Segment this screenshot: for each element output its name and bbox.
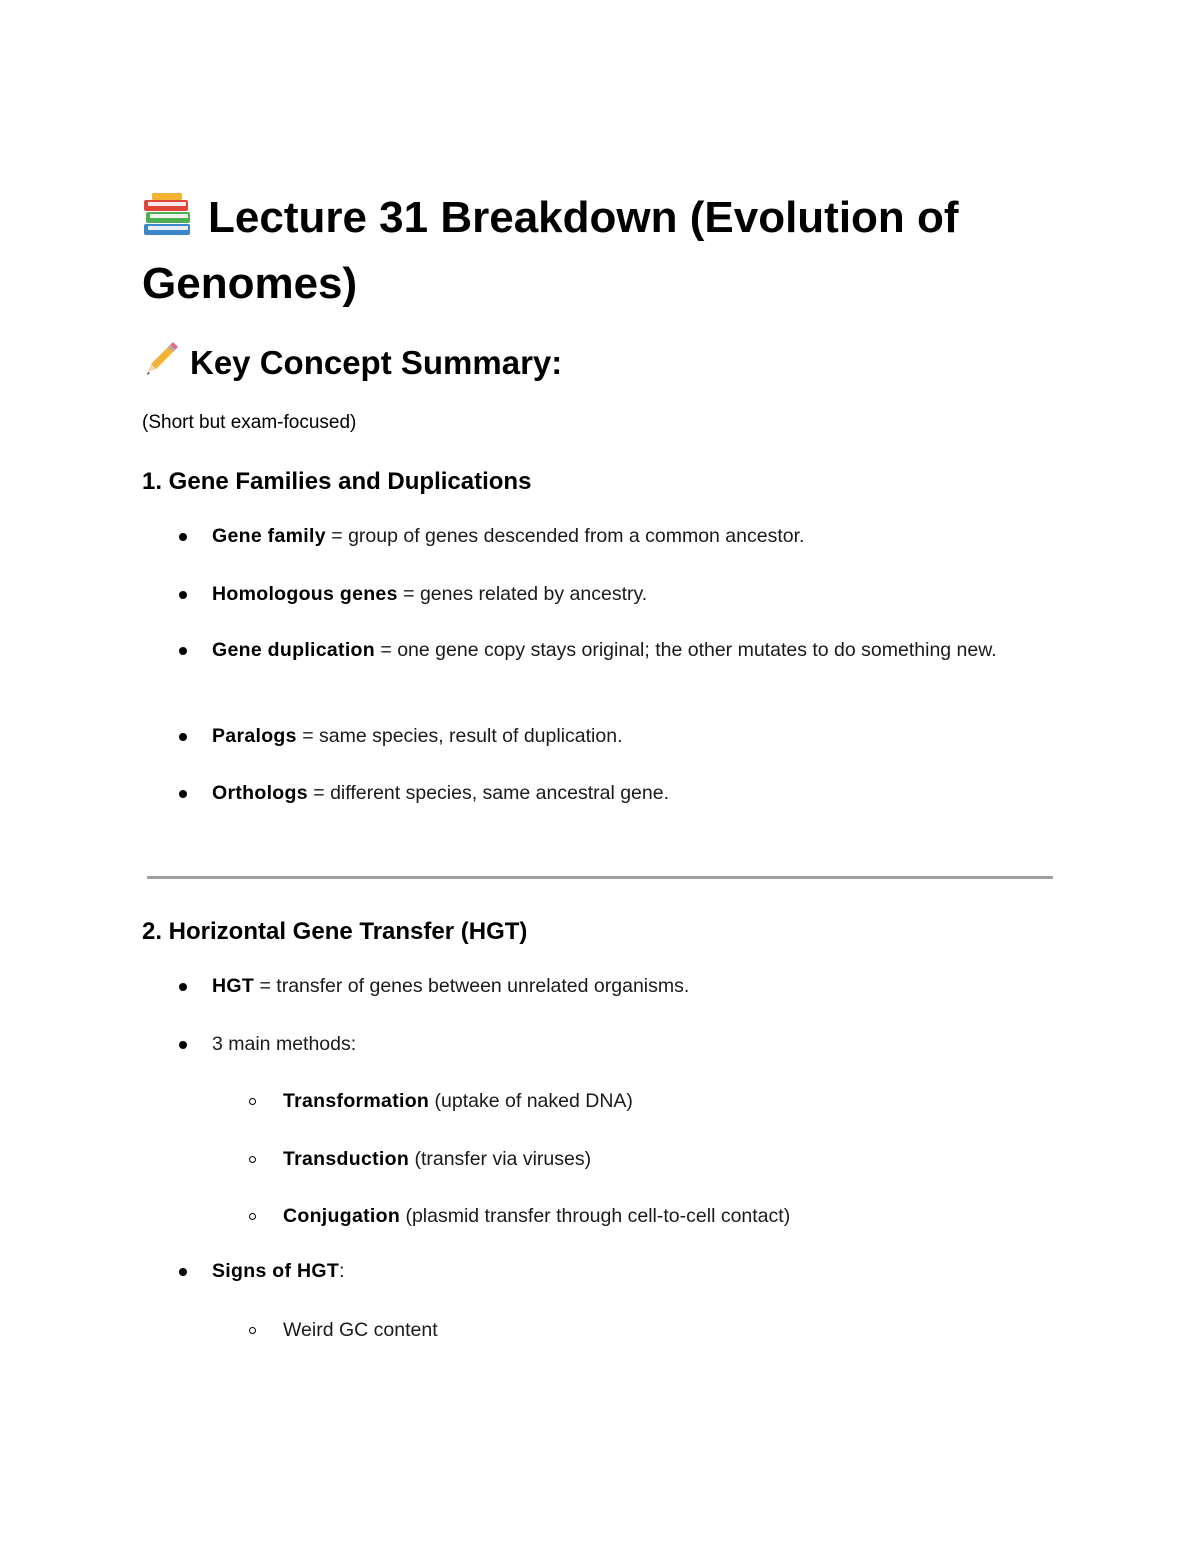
list-item [212, 779, 1052, 807]
list-item [212, 636, 1052, 664]
term-label: Orthologs [212, 782, 308, 804]
term-label: Gene family [212, 525, 326, 547]
bullet-icon [179, 1041, 187, 1049]
sub-bullet-icon [249, 1098, 256, 1105]
definition-text: : [339, 1260, 345, 1282]
bullet-icon [179, 1268, 187, 1276]
definition-text: (transfer via viruses) [409, 1148, 592, 1170]
definition-text: = same species, result of duplication. [296, 725, 623, 747]
definition-text: = different species, same ancestral gene. [307, 782, 669, 804]
section-heading-hgt: 2. Horizontal Gene Transfer (HGT) [142, 918, 528, 945]
list-item [212, 522, 1052, 550]
term-label: Homologous genes [212, 583, 398, 605]
term-label: HGT [212, 975, 255, 997]
definition-text: (uptake of naked DNA) [429, 1090, 633, 1112]
section-heading-gene-families: 1. Gene Families and Duplications [142, 468, 532, 495]
list-item [212, 580, 1052, 608]
bullet-icon [179, 533, 187, 541]
bullet-icon [179, 983, 187, 991]
definition-text: = group of genes descended from a common ancestor. [325, 525, 805, 547]
list-item [212, 1257, 1052, 1285]
horizontal-divider [147, 876, 1053, 879]
sub-bullet-icon [249, 1213, 256, 1220]
definition-text: = one gene copy stays original; the other mutates to do something new. [374, 639, 997, 661]
term-label: Conjugation [283, 1205, 401, 1227]
sub-list-item [283, 1087, 1053, 1115]
list-item [212, 722, 1052, 750]
books-icon [142, 192, 194, 254]
pencil-icon [142, 340, 180, 389]
section-title-text: Key Concept Summary: [190, 344, 563, 381]
list-item-text: Weird GC content [283, 1319, 438, 1341]
document-title-text: Lecture 31 Breakdown (Evolution of Genomes) [142, 193, 959, 308]
term-label: Transduction [283, 1148, 410, 1170]
definition-text: = transfer of genes between unrelated organisms. [254, 975, 690, 997]
list-item [212, 972, 1052, 1000]
document-title [142, 188, 1042, 314]
bullet-icon [179, 647, 187, 655]
term-label: Transformation [283, 1090, 430, 1112]
sub-list-item [283, 1316, 1053, 1344]
term-label: Paralogs [212, 725, 297, 747]
sub-bullet-icon [249, 1327, 256, 1334]
bullet-icon [179, 733, 187, 741]
definition-text: = genes related by ancestry. [397, 583, 648, 605]
sub-bullet-icon [249, 1156, 256, 1163]
bullet-icon [179, 591, 187, 599]
sub-list-item [283, 1145, 1053, 1173]
summary-note: (Short but exam-focused) [142, 412, 357, 433]
list-item [212, 1030, 1052, 1058]
section-title [142, 340, 562, 389]
list-item-text: 3 main methods: [212, 1033, 357, 1055]
bullet-icon [179, 790, 187, 798]
sub-list-item [283, 1202, 1053, 1230]
term-label: Signs of HGT [212, 1260, 340, 1282]
term-label: Gene duplication [212, 639, 375, 661]
definition-text: (plasmid transfer through cell-to-cell contact) [400, 1205, 791, 1227]
